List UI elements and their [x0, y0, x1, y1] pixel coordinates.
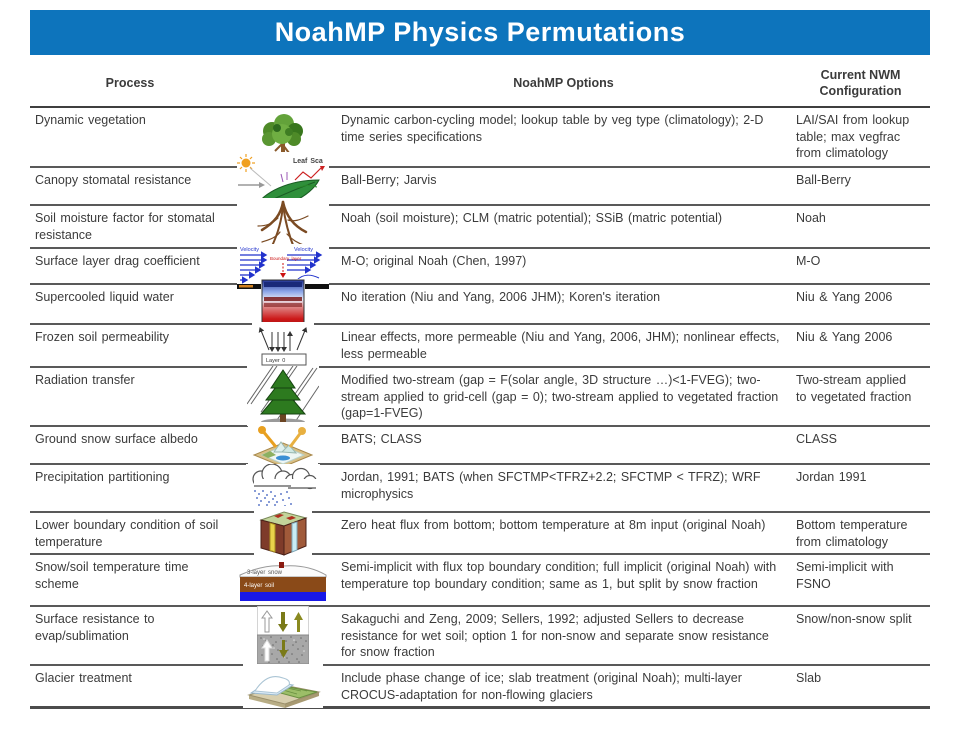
- options-cell: Zero heat flux from bottom; bottom temperature at 8m input (original Noah): [341, 517, 766, 532]
- rain-clouds-icon: [246, 464, 320, 510]
- physics-permutations-table: [30, 61, 930, 709]
- soil-layer-arrows-icon: [252, 322, 314, 368]
- table-row: [30, 512, 930, 554]
- config-cell: Two-stream applied to vegetated fraction: [796, 373, 912, 404]
- glacier-icon: [243, 664, 323, 708]
- config-cell: Slab: [796, 671, 822, 685]
- options-cell: M-O; original Noah (Chen, 1997): [341, 254, 527, 268]
- config-cell: Noah: [796, 211, 826, 225]
- snow-soil-layers-icon: [235, 558, 331, 602]
- table-row: [30, 426, 930, 464]
- table-row: [30, 606, 930, 665]
- table-row: [30, 665, 930, 708]
- config-cell: Jordan 1991: [796, 469, 867, 484]
- process-cell: Dynamic vegetation: [35, 113, 146, 127]
- config-cell: Snow/non-snow split: [796, 612, 912, 627]
- process-cell: Radiation transfer: [35, 373, 135, 387]
- table-row: [30, 284, 930, 324]
- options-cell: No iteration (Niu and Yang, 2006 JHM); Koren's iteration: [341, 290, 661, 304]
- conifer-rays-icon: [247, 366, 319, 426]
- process-cell: Ground snow surface albedo: [35, 431, 198, 446]
- title-banner: [30, 10, 930, 55]
- velocity-label-right: Velocity: [294, 247, 313, 253]
- process-cell: Frozen soil permeability: [35, 330, 169, 344]
- table-row: [30, 367, 930, 426]
- table-row: [30, 248, 930, 284]
- table-row: [30, 464, 930, 512]
- layer0-label: Layer 0: [266, 358, 286, 364]
- col-header-icon: [230, 61, 336, 107]
- options-cell: Semi-implicit with flux top boundary condition; full implicit (original Noah) with temperature top boundary condition; same as 1, but split by snow fraction: [341, 560, 777, 591]
- options-cell: Sakaguchi and Zeng, 2009; Sellers, 1992; adjusted Sellers to decrease resistance for wet soil; option 1 for non-snow and separate snow resistance for snow fraction: [341, 612, 769, 660]
- col-header-config: Current NWM Configuration: [819, 67, 902, 98]
- table-row: [30, 205, 930, 248]
- options-cell: Jordan, 1991; BATS (when SFCTMP<TFRZ+2.2; SFCTMP < TFRZ); WRF microphysics: [341, 469, 761, 501]
- surface-resistance-icon: [257, 606, 309, 664]
- table-row: [30, 324, 930, 367]
- velocity-label-left: Velocity: [240, 247, 259, 253]
- options-cell: Include phase change of ice; slab treatment (original Noah); multi-layer CROCUS-adaptation for non-flowing glaciers: [341, 671, 742, 702]
- options-cell: Ball-Berry; Jarvis: [341, 173, 437, 187]
- soil-layer-label: 4-layer soil: [244, 583, 275, 590]
- options-cell: Modified two-stream (gap = F(solar angle, 3D structure …)<1-FVEG); two-stream applied to grid-cell (gap = 0); two-stream applied to vegetated fraction (gap=1-FVEG): [341, 373, 779, 421]
- options-cell: Linear effects, more permeable (Niu and Yang, 2006, JHM); nonlinear effects, less permeable: [341, 330, 780, 361]
- process-cell: Precipitation partitioning: [35, 469, 170, 484]
- process-cell: Snow/soil temperature time scheme: [35, 560, 189, 591]
- process-cell: Glacier treatment: [35, 671, 132, 685]
- col-header-options: NoahMP Options: [513, 75, 614, 90]
- table-row: [30, 554, 930, 606]
- boundary-layer-label: Boundary layer: [270, 256, 302, 261]
- config-cell: Niu & Yang 2006: [796, 330, 893, 344]
- config-cell: Niu & Yang 2006: [796, 290, 893, 304]
- config-cell: Semi-implicit with FSNO: [796, 560, 894, 591]
- table-row: [30, 167, 930, 205]
- config-cell: Ball-Berry: [796, 173, 851, 187]
- options-cell: Dynamic carbon-cycling model; lookup table by veg type (climatology); 2-D time series specifications: [341, 113, 764, 144]
- process-cell: Lower boundary condition of soil temperature: [35, 517, 219, 549]
- process-cell: Canopy stomatal resistance: [35, 173, 192, 187]
- col-header-process: Process: [105, 75, 155, 90]
- snow-albedo-icon: [248, 422, 318, 470]
- process-cell: Supercooled liquid water: [35, 290, 174, 304]
- options-cell: Noah (soil moisture); CLM (matric potential); SSiB (matric potential): [341, 211, 723, 225]
- process-cell: Surface resistance to evap/sublimation: [35, 612, 155, 643]
- page-title: NoahMP Physics Permutations: [274, 17, 686, 47]
- config-cell: LAI/SAI from lookup table; max vegfrac from climatology: [796, 113, 910, 161]
- options-cell: BATS; CLASS: [341, 431, 422, 446]
- process-cell: Surface layer drag coefficient: [35, 254, 200, 268]
- snow-layer-label: 3-layer snow: [247, 570, 283, 577]
- leaf-caption: Leaf Sca: [293, 158, 323, 165]
- config-cell: M-O: [796, 254, 821, 268]
- process-cell: Soil moisture factor for stomatal resistance: [35, 211, 215, 242]
- table-header-row: [30, 61, 930, 107]
- config-cell: CLASS: [796, 431, 837, 446]
- table-row: [30, 107, 930, 167]
- soil-block-icon: [254, 506, 312, 558]
- config-cell: Bottom temperature from climatology: [796, 517, 908, 549]
